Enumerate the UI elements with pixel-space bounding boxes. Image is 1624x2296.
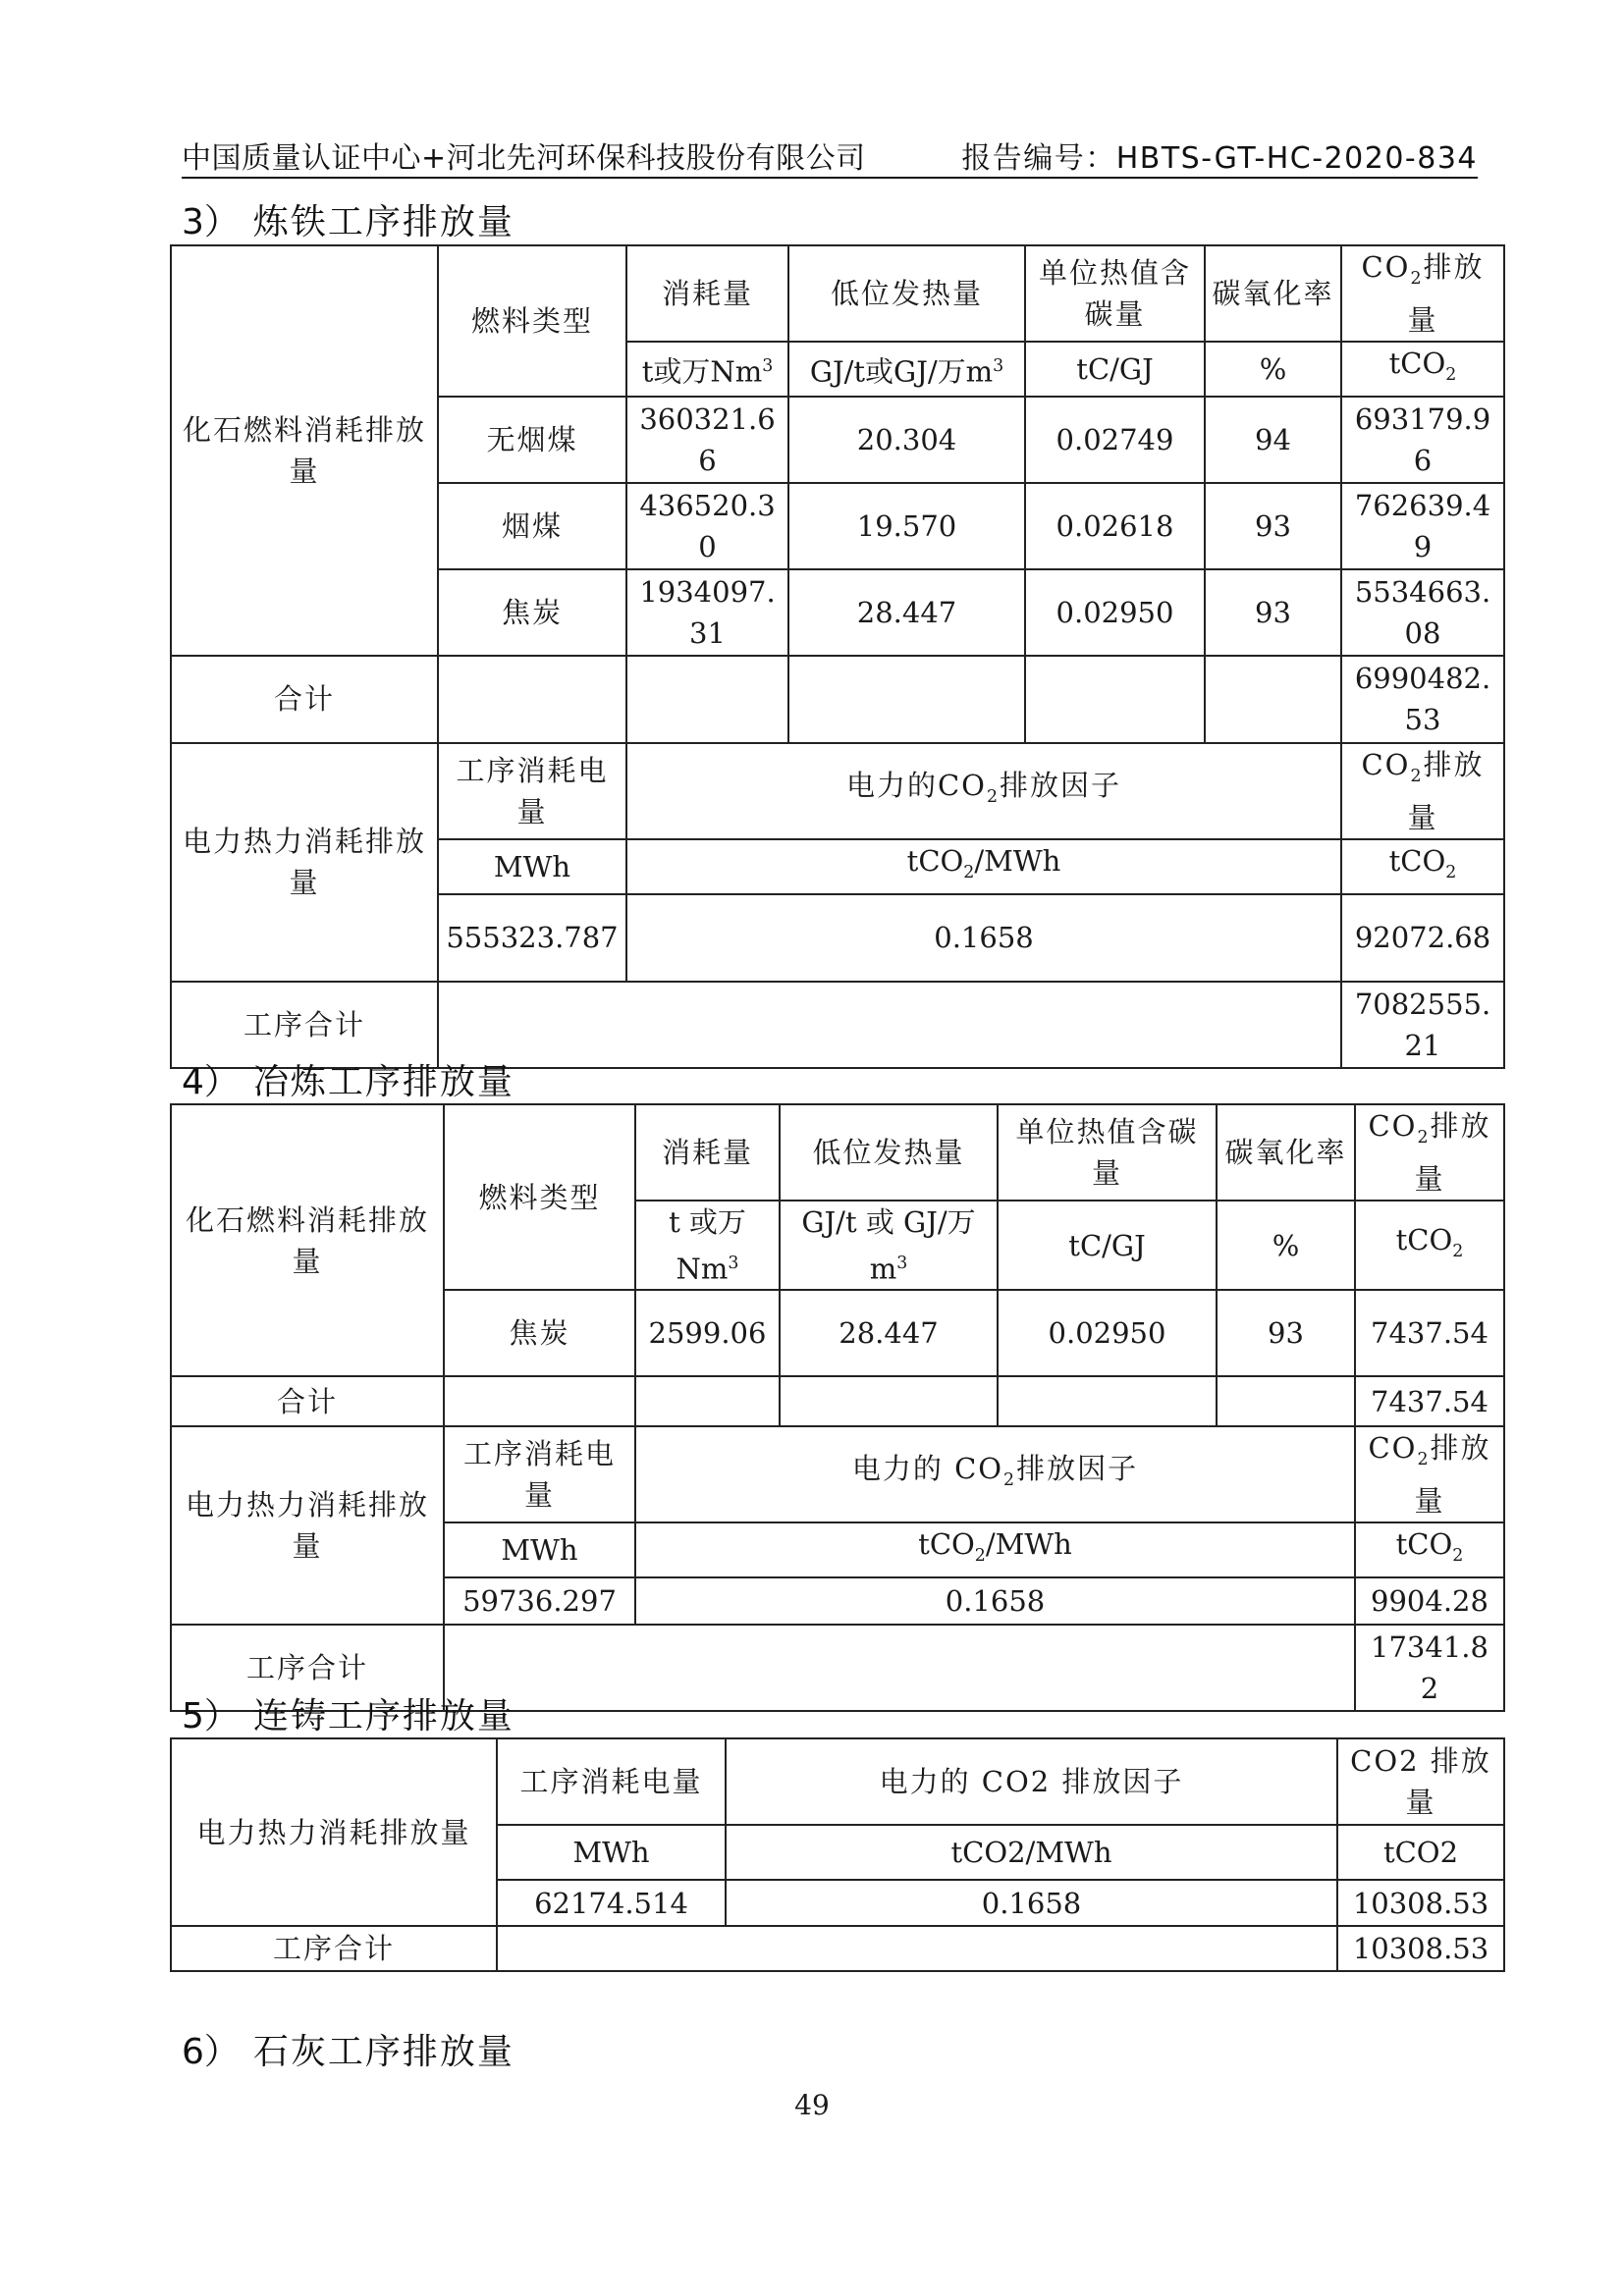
process-total-label: 工序合计 [171, 1926, 497, 1971]
electricity-co2-value: 92072.68 [1341, 894, 1504, 982]
header-fuel-type: 燃料类型 [444, 1104, 635, 1290]
unit-co2: tCO$_2$ [1341, 342, 1504, 397]
carbon-value: 0.02950 [998, 1290, 1217, 1376]
section-title: 石灰工序排放量 [252, 2032, 514, 2072]
unit-electricity: MWh [497, 1825, 726, 1880]
page-number: 49 [794, 2089, 830, 2121]
unit-emission-factor: tCO$_2$/MWh [626, 839, 1341, 894]
electricity-label: 电力热力消耗排放量 [171, 1426, 444, 1625]
electricity-label: 电力热力消耗排放量 [171, 1738, 497, 1926]
oxidation-value: 94 [1205, 397, 1341, 483]
co2-value: 7437.54 [1355, 1290, 1504, 1376]
subtotal-value: 6990482.53 [1341, 656, 1504, 743]
electricity-co2-value: 10308.53 [1337, 1880, 1504, 1926]
section-4-heading [182, 1054, 514, 1104]
co2-value: 693179.96 [1341, 397, 1504, 483]
unit-ncv: GJ/t或GJ/万$m^3$ [788, 342, 1025, 397]
section-5-heading [182, 1688, 514, 1738]
fuel-name: 焦炭 [444, 1290, 635, 1376]
fuel-name: 无烟煤 [438, 397, 626, 483]
oxidation-value: 93 [1205, 483, 1341, 569]
header-co2-emission: $CO_2$排放量 [1355, 1426, 1504, 1522]
unit-ncv: GJ/t 或 GJ/万 $m^3$ [780, 1201, 998, 1291]
subtotal-label: 合计 [171, 656, 438, 743]
header-carbon-content: 单位热值含碳量 [998, 1104, 1217, 1201]
page-header [182, 133, 1478, 176]
header-ncv: 低位发热量 [788, 245, 1025, 342]
section-number: 4） [182, 1062, 240, 1102]
header-consumption: 消耗量 [635, 1104, 780, 1201]
fossil-fuel-label: 化石燃料消耗排放量 [171, 1104, 444, 1376]
process-total-label: 工序合计 [171, 982, 438, 1068]
unit-electricity: MWh [444, 1522, 635, 1577]
total-row [171, 1926, 1504, 1971]
subtotal-row [171, 656, 1504, 743]
header-electricity-consumption: 工序消耗电量 [497, 1738, 726, 1825]
electricity-value: 555323.787 [438, 894, 626, 982]
co2-value: 5534663.08 [1341, 569, 1504, 656]
header-electricity-consumption: 工序消耗电量 [444, 1426, 635, 1522]
oxidation-value: 93 [1205, 569, 1341, 656]
header-oxidation-rate: 碳氧化率 [1217, 1104, 1355, 1201]
section-number: 6） [182, 2032, 240, 2072]
co2-value: 762639.49 [1341, 483, 1504, 569]
header-co2-emission: CO2 排放量 [1337, 1738, 1504, 1825]
electricity-label: 电力热力消耗排放量 [171, 743, 438, 982]
header-carbon-content: 单位热值含碳量 [1025, 245, 1205, 342]
unit-carbon-content: tC/GJ [998, 1201, 1217, 1291]
unit-co2: tCO2 [1337, 1825, 1504, 1880]
header-emission-factor: 电力的 CO2 排放因子 [726, 1738, 1337, 1825]
process-total-label: 工序合计 [171, 1625, 444, 1711]
ncv-value: 28.447 [788, 569, 1025, 656]
header-divider [182, 177, 1478, 179]
unit-oxidation-rate: % [1205, 342, 1341, 397]
carbon-value: 0.02749 [1025, 397, 1205, 483]
table-continuous-casting [170, 1737, 1505, 1972]
header-consumption: 消耗量 [626, 245, 788, 342]
section-number: 5） [182, 1696, 240, 1736]
table-ironmaking [170, 244, 1505, 1069]
header-co2-emission: $CO_2$排放量 [1355, 1104, 1504, 1201]
consumption-value: 2599.06 [635, 1290, 780, 1376]
carbon-value: 0.02618 [1025, 483, 1205, 569]
subtotal-row [171, 1376, 1504, 1426]
consumption-value: 436520.30 [626, 483, 788, 569]
header-co2-emission: $CO_2$排放量 [1341, 743, 1504, 839]
section-title: 炼铁工序排放量 [252, 202, 514, 242]
unit-carbon-content: tC/GJ [1025, 342, 1205, 397]
emission-factor-value: 0.1658 [626, 894, 1341, 982]
unit-co2: tCO$_2$ [1341, 839, 1504, 894]
subtotal-value: 7437.54 [1355, 1376, 1504, 1426]
section-6-heading [182, 2024, 514, 2074]
header-oxidation-rate: 碳氧化率 [1205, 245, 1341, 342]
consumption-value: 360321.66 [626, 397, 788, 483]
header-emission-factor: 电力的$CO_2$排放因子 [626, 743, 1341, 839]
section-title: 冶炼工序排放量 [252, 1062, 514, 1102]
section-number: 3） [182, 202, 240, 242]
unit-consumption: t或万Nm$^3$ [626, 342, 788, 397]
carbon-value: 0.02950 [1025, 569, 1205, 656]
consumption-value: 1934097.31 [626, 569, 788, 656]
header-electricity-consumption: 工序消耗电量 [438, 743, 626, 839]
unit-co2: tCO$_2$ [1355, 1522, 1504, 1577]
electricity-co2-value: 9904.28 [1355, 1577, 1504, 1625]
oxidation-value: 93 [1217, 1290, 1355, 1376]
section-title: 连铸工序排放量 [252, 1696, 514, 1736]
ncv-value: 28.447 [780, 1290, 998, 1376]
header-organization: 中国质量认证中心+河北先河环保科技股份有限公司 [182, 141, 866, 176]
unit-emission-factor: tCO2/MWh [726, 1825, 1337, 1880]
electricity-value: 62174.514 [497, 1880, 726, 1926]
fuel-name: 烟煤 [438, 483, 626, 569]
emission-factor-value: 0.1658 [726, 1880, 1337, 1926]
unit-electricity: MWh [438, 839, 626, 894]
header-emission-factor: 电力的 $CO_2$排放因子 [635, 1426, 1355, 1522]
unit-co2: tCO$_2$ [1355, 1201, 1504, 1291]
ncv-value: 19.570 [788, 483, 1025, 569]
subtotal-label: 合计 [171, 1376, 444, 1426]
emission-factor-value: 0.1658 [635, 1577, 1355, 1625]
fuel-name: 焦炭 [438, 569, 626, 656]
section-3-heading [182, 194, 514, 244]
header-fuel-type: 燃料类型 [438, 245, 626, 397]
process-total-value: 7082555.21 [1341, 982, 1504, 1068]
header-co2-emission: $CO_2$排放量 [1341, 245, 1504, 342]
unit-consumption: t 或万Nm$^3$ [635, 1201, 780, 1291]
electricity-value: 59736.297 [444, 1577, 635, 1625]
header-report-number: 报告编号：HBTS-GT-HC-2020-834 [961, 141, 1478, 176]
process-total-value: 10308.53 [1337, 1926, 1504, 1971]
header-ncv: 低位发热量 [780, 1104, 998, 1201]
fossil-fuel-label: 化石燃料消耗排放量 [171, 245, 438, 656]
ncv-value: 20.304 [788, 397, 1025, 483]
process-total-value: 17341.82 [1355, 1625, 1504, 1711]
unit-emission-factor: tCO$_2$/MWh [635, 1522, 1355, 1577]
unit-oxidation-rate: % [1217, 1201, 1355, 1291]
table-smelting [170, 1103, 1505, 1712]
